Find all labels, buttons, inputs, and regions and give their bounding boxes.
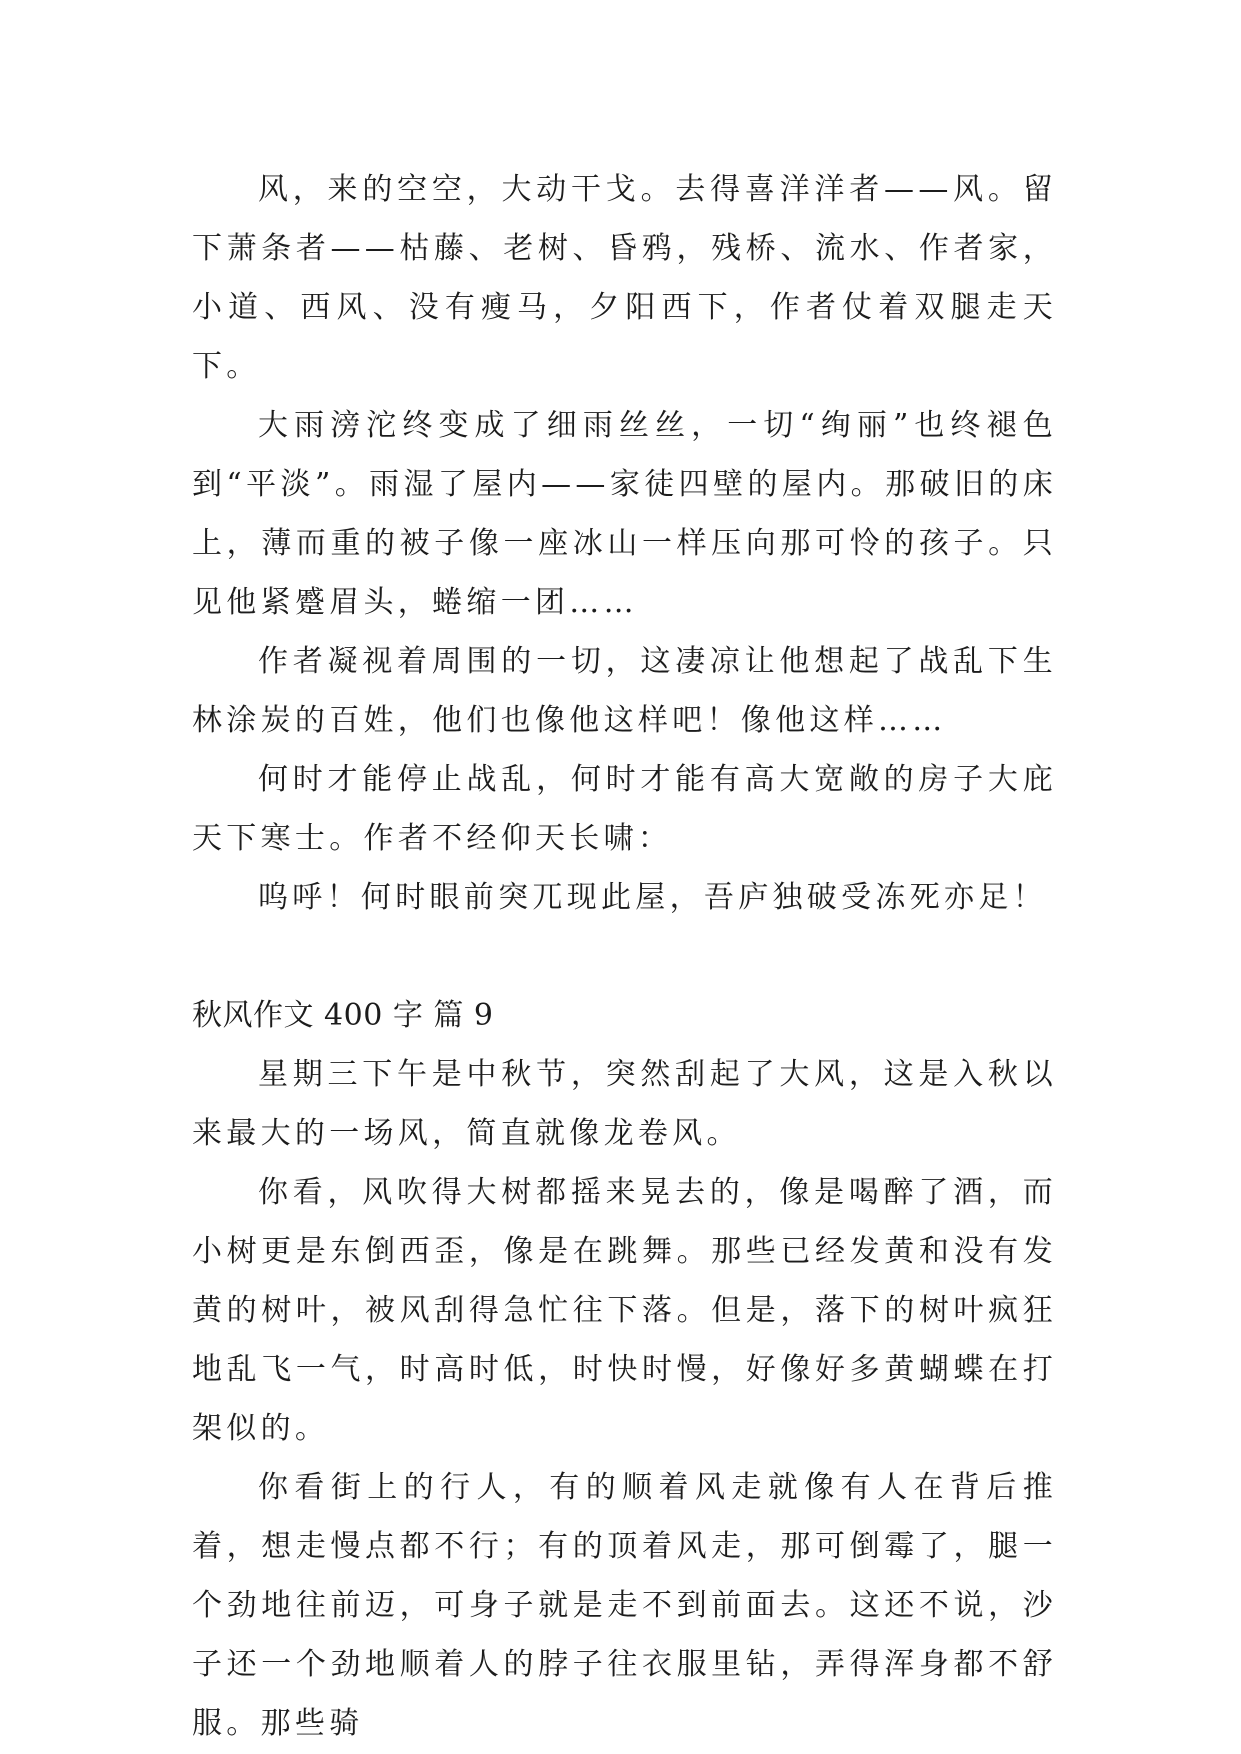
section-title: 秋风作文 400 字 篇 9 bbox=[192, 998, 494, 1033]
paragraph: 大雨滂沱终变成了细雨丝丝，一切“绚丽”也终褪色到“平淡”。雨湿了屋内——家徒四壁的屋内。那破旧的床上，薄而重的被子像一座冰山一样压向那可怜的孩子。只见他紧蹙眉头，蜷缩一团…… bbox=[192, 408, 1057, 620]
paragraph: 你看，风吹得大树都摇来晃去的，像是喝醉了酒，而小树更是东倒西歪，像是在跳舞。那些已经发黄和没有发黄的树叶，被风刮得急忙往下落。但是，落下的树叶疯狂地乱飞一气，时高时低，时快时慢，好像好多黄蝴蝶在打架似的。 bbox=[192, 1175, 1057, 1446]
paragraph: 风，来的空空，大动干戈。去得喜洋洋者——风。留下萧条者——枯藤、老树、昏鸦，残桥、流水、作者家，小道、西风、没有瘦马，夕阳西下，作者仗着双腿走天下。 bbox=[192, 172, 1057, 384]
paragraph: 呜呼！何时眼前突兀现此屋，吾庐独破受冻死亦足！ bbox=[258, 880, 1047, 915]
paragraph: 你看街上的行人，有的顺着风走就像有人在背后推着，想走慢点都不行；有的顶着风走，那可倒霉了，腿一个劲地往前迈，可身子就是走不到前面去。这还不说，沙子还一个劲地顺着人的脖子往衣服里钻，弄得浑身都不舒服。那些骑 bbox=[192, 1470, 1057, 1741]
paragraph: 星期三下午是中秋节，突然刮起了大风，这是入秋以来最大的一场风，简直就像龙卷风。 bbox=[192, 1057, 1057, 1151]
paragraph: 何时才能停止战乱，何时才能有高大宽敞的房子大庇天下寒士。作者不经仰天长啸： bbox=[192, 762, 1057, 856]
paragraph: 作者凝视着周围的一切，这凄凉让他想起了战乱下生林涂炭的百姓，他们也像他这样吧！像他这样…… bbox=[192, 644, 1057, 738]
document-body bbox=[192, 160, 1057, 1753]
